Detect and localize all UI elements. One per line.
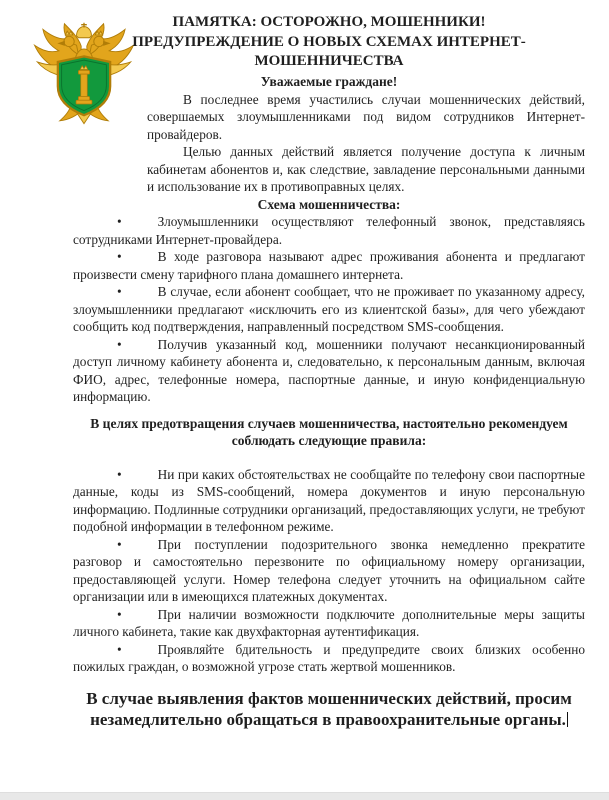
bullet-text: Проявляйте бдительность и предупредите своих близких особенно пожилых граждан, о возможной угрозе стать жертвой мошенников. — [73, 641, 585, 674]
scheme-heading: Схема мошенничества: — [257, 196, 401, 212]
bullet-marker-icon: • — [117, 536, 122, 552]
bullet-text: Получив указанный код, мошенники получают несанкционированный доступ личному кабинету абонента и, следовательно, к персональным данным, включая ФИО, адрес, телефонные номера, паспортные данные, и иную конфиденциальную информацию. — [73, 336, 585, 404]
footer-notice: В случае выявления фактов мошеннических действий, просим незамедлительно обращаться в правоохранительные органы. — [86, 688, 572, 729]
bullet-marker-icon: • — [117, 214, 122, 229]
rule-bullet-item — [73, 536, 585, 606]
bullet-text: В ходе разговора называют адрес проживания абонента и предлагают произвести смену тарифного плана домашнего интернета. — [73, 249, 585, 282]
bullet-text: Злоумышленники осуществляют телефонный звонок, представляясь сотрудниками Интернет-провайдера. — [73, 214, 585, 247]
bullet-marker-icon: • — [117, 249, 122, 264]
scheme-bullet-item — [73, 248, 585, 283]
bullet-text: В случае, если абонент сообщает, что не проживает по указанному адресу, злоумышленники предлагают «исключить его из клиентской базы», для чего убеждают сообщить код подтверждения, направленный посредством SMS-сообщения. — [73, 284, 585, 334]
rule-bullet-item — [73, 641, 585, 676]
salutation: Уважаемые граждане! — [260, 73, 398, 89]
page-title: ПАМЯТКА: ОСТОРОЖНО, МОШЕННИКИ! — [172, 14, 486, 30]
bullet-marker-icon: • — [117, 284, 122, 299]
document-body — [73, 13, 585, 731]
bullet-text: Ни при каких обстоятельствах не сообщайте по телефону свои паспортные данные, коды из SMS-сообщений, номера документов и иную персональную информацию. Подлинные сотрудники организаций, предоставляющих услуги, не требуют подобной информации в телефонном режиме. — [73, 466, 585, 534]
bullet-marker-icon: • — [117, 606, 122, 622]
intro-paragraph: Целью данных действий является получение доступа к личным кабинетам абонентов и, как следствие, завладение персональными данными и использование их в противоправных целях. — [147, 144, 585, 194]
rule-bullet-item — [73, 606, 585, 641]
bullet-marker-icon: • — [117, 641, 122, 657]
bullet-text: При поступлении подозрительного звонка немедленно прекратите разговор и самостоятельно перезвоните по официальному номеру организации, предоставляющей услуги. Номер телефона следует уточнить на официальном сайте организации или в имеющихся платежных документах. — [73, 536, 585, 604]
scheme-bullet-item — [73, 213, 585, 248]
rules-heading: В целях предотвращения случаев мошенничества, настоятельно рекомендуем соблюдать следующие правила: — [90, 415, 568, 448]
intro-paragraph: В последнее время участились случаи мошеннических действий, совершаемых злоумышленниками под видом сотрудников Интернет-провайдеров. — [147, 91, 585, 142]
bullet-marker-icon: • — [117, 466, 122, 482]
rule-bullet-item — [73, 466, 585, 536]
page-bottom-edge — [0, 792, 609, 800]
bullet-marker-icon: • — [117, 336, 122, 352]
scheme-bullet-item — [73, 336, 585, 406]
text-cursor — [567, 712, 568, 727]
page-subtitle: ПРЕДУПРЕЖДЕНИЕ О НОВЫХ СХЕМАХ ИНТЕРНЕТ-МОШЕННИЧЕСТВА — [132, 33, 526, 69]
bullet-text: При наличии возможности подключите дополнительные меры защиты личного кабинета, такие как двухфакторная аутентификация. — [73, 606, 585, 639]
scheme-bullet-item — [73, 283, 585, 336]
